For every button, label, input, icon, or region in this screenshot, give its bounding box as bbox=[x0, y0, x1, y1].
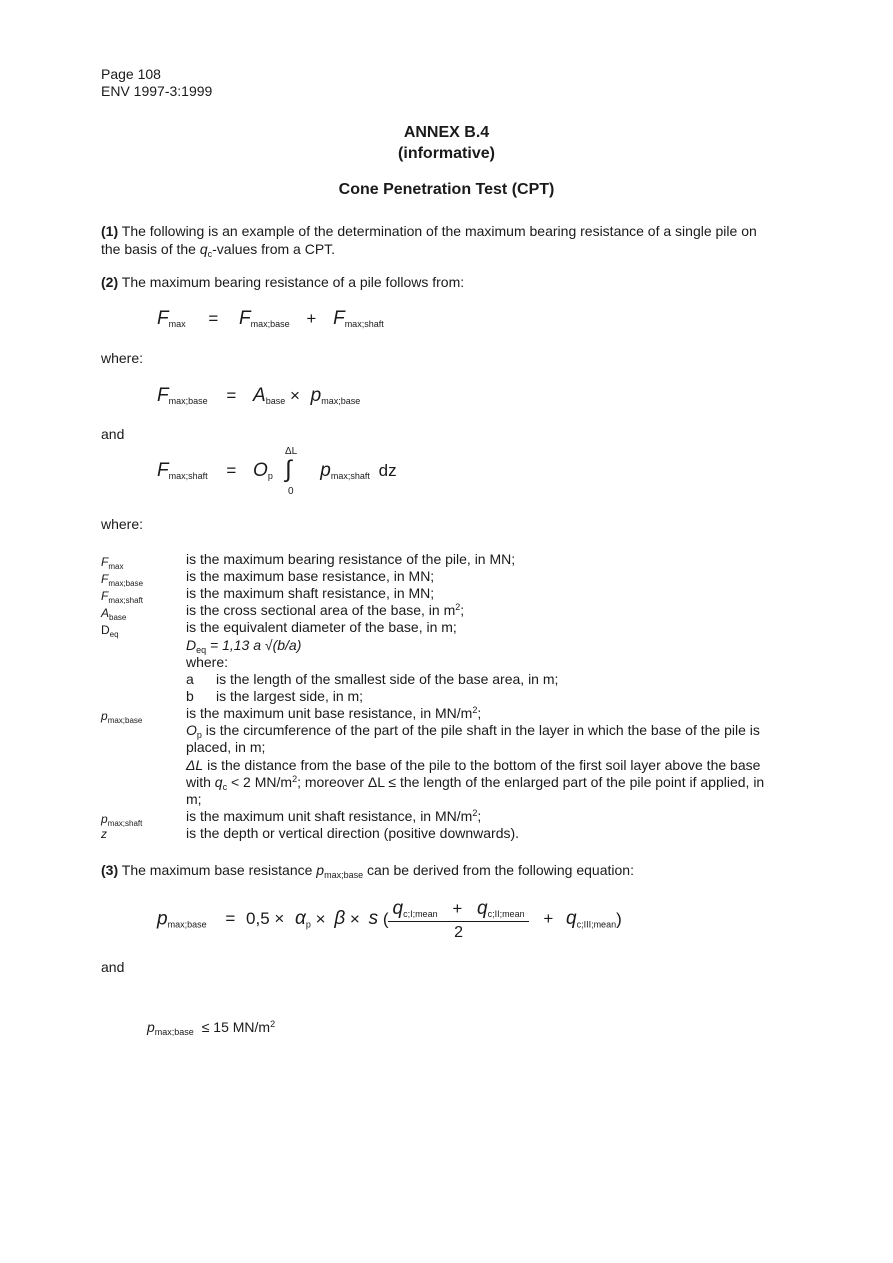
eq-symbol: p bbox=[310, 385, 322, 406]
eq-symbol: s bbox=[368, 908, 379, 930]
para-number: (1) bbox=[101, 223, 119, 239]
eq-symbol: F bbox=[157, 385, 169, 406]
eq-dz: dz bbox=[378, 461, 397, 480]
eq-subscript: c;I;mean bbox=[403, 909, 438, 919]
item-label: a bbox=[186, 671, 194, 687]
para-text: The maximum bearing resistance of a pile follows from: bbox=[121, 274, 465, 290]
para-text: can be derived from the following equation: bbox=[363, 862, 634, 878]
equation-pmax-base bbox=[157, 898, 622, 942]
eq-subscript: c;II;mean bbox=[487, 909, 525, 919]
eq-subscript: max;base bbox=[250, 319, 290, 329]
eq-symbol: p bbox=[320, 460, 331, 481]
eq-symbol: α bbox=[295, 908, 306, 930]
eq-symbol: q bbox=[476, 898, 488, 919]
and-label-1: and bbox=[101, 426, 125, 442]
def-symbol-z: z bbox=[101, 827, 107, 841]
eq-symbol: q bbox=[392, 898, 404, 919]
equation-fmax-base bbox=[157, 385, 360, 407]
eq-subscript: max;base bbox=[154, 1027, 194, 1037]
deq-where: where: bbox=[186, 654, 229, 670]
eq-subscript: max bbox=[168, 319, 186, 329]
eq-subscript: max;base bbox=[168, 396, 208, 406]
eq-subscript: max;shaft bbox=[344, 319, 384, 329]
page-header bbox=[101, 66, 212, 100]
symbol-d: D bbox=[186, 637, 197, 653]
para-text: The following is an example of the determination of the maximum bearing resistance of a single pile on the basis of the bbox=[101, 223, 757, 257]
eq-fraction bbox=[388, 898, 528, 942]
eq-symbol: O bbox=[253, 460, 268, 481]
subscript: max;base bbox=[324, 870, 364, 880]
paragraph-1 bbox=[101, 222, 771, 258]
item-label: b bbox=[186, 688, 194, 704]
page-number: Page 108 bbox=[101, 66, 161, 82]
eq-operator: = bbox=[226, 386, 237, 405]
equation-fmax-shaft bbox=[157, 460, 397, 482]
eq-operator: × bbox=[290, 386, 300, 405]
integral-lower-limit: 0 bbox=[288, 486, 294, 497]
eq-constant: 0,5 × bbox=[246, 909, 285, 929]
eq-operator: + bbox=[452, 899, 463, 918]
para-number: (2) bbox=[101, 274, 119, 290]
eq-subscript: p bbox=[267, 471, 273, 481]
eq-symbol: F bbox=[157, 460, 169, 481]
eq-operator: × bbox=[315, 909, 326, 929]
def-text-pmaxshaft: is the maximum unit shaft resistance, in $MN/m^2$; bbox=[186, 808, 482, 824]
paragraph-3 bbox=[101, 861, 771, 879]
equation-fmax bbox=[157, 308, 384, 330]
para-text: The maximum base resistance bbox=[121, 862, 317, 878]
annex-title-block bbox=[0, 122, 893, 164]
equation-limit bbox=[147, 1019, 275, 1035]
eq-subscript: max;base bbox=[167, 919, 207, 930]
eq-subscript: max;shaft bbox=[330, 471, 370, 481]
def-text: is the maximum base resistance, in MN; bbox=[186, 568, 435, 584]
def-text: is the maximum bearing resistance of the pile, in MN; bbox=[186, 551, 516, 567]
eq-symbol: F bbox=[239, 308, 251, 329]
def-symbol: $A_{base}$ bbox=[101, 606, 127, 622]
standard-code: ENV 1997-3:1999 bbox=[101, 83, 213, 99]
eq-superscript: 2 bbox=[270, 1019, 276, 1029]
where-label-2: where: bbox=[101, 516, 144, 532]
subscript: eq bbox=[196, 645, 207, 655]
annex-title: ANNEX B.4 bbox=[403, 124, 490, 141]
def-symbol: $F_{max;shaft}$ bbox=[101, 589, 144, 605]
eq-symbol: q bbox=[565, 908, 577, 930]
formula-text: = 1,13 a √(b/a) bbox=[206, 637, 302, 653]
where-label-1: where: bbox=[101, 350, 144, 366]
eq-operator: + bbox=[306, 309, 317, 328]
def-text: is the cross sectional area of the base, in $m^2$; bbox=[186, 602, 465, 618]
para-text: -values from a CPT. bbox=[212, 241, 336, 257]
eq-paren: ) bbox=[616, 909, 622, 929]
symbol-q: q bbox=[199, 241, 208, 257]
eq-subscript: c;III;mean bbox=[576, 919, 617, 930]
deq-b-item bbox=[186, 688, 776, 705]
eq-symbol: p bbox=[147, 1019, 155, 1035]
integral-sign: ∫ bbox=[285, 456, 292, 483]
deq-formula bbox=[186, 637, 776, 654]
def-symbol: $D_{eq}$ bbox=[101, 623, 119, 639]
eq-subscript: base bbox=[265, 396, 286, 406]
eq-operator: + bbox=[543, 909, 554, 929]
symbol-p: p bbox=[316, 862, 325, 878]
deq-a-item bbox=[186, 671, 776, 688]
eq-subscript: max;base bbox=[321, 396, 361, 406]
eq-symbol: A bbox=[253, 385, 266, 406]
annex-subtitle: (informative) bbox=[398, 145, 495, 162]
eq-subscript: p bbox=[305, 919, 311, 930]
eq-symbol: p bbox=[157, 908, 168, 930]
def-symbol: $F_{max;base}$ bbox=[101, 572, 144, 588]
eq-operator: × bbox=[349, 909, 360, 929]
item-text: is the largest side, in m; bbox=[216, 688, 364, 704]
eq-relation: ≤ 15 MN/m bbox=[201, 1019, 271, 1035]
def-symbol-pmaxshaft: $p_{max;shaft}$ bbox=[101, 812, 143, 828]
eq-symbol: F bbox=[333, 308, 345, 329]
integral-upper-limit: ΔL bbox=[285, 446, 298, 457]
section-heading: Cone Penetration Test (CPT) bbox=[338, 181, 555, 198]
def-text: is the maximum shaft resistance, in MN; bbox=[186, 585, 435, 601]
eq-operator: = bbox=[225, 909, 236, 929]
def-text-deltal: ΔL is the distance from the base of the pile to the bottom of the first soil layer above the base with $q_c < 2$ $MN/m^2$; moreover ΔL ≤ the length of the enlarged part of the pile point if applied, in m; bbox=[186, 757, 765, 807]
def-symbol-pmaxbase: $p_{max;base}$ bbox=[101, 709, 143, 725]
paragraph-2 bbox=[101, 273, 771, 291]
eq-denominator: 2 bbox=[454, 924, 463, 941]
eq-symbol: β bbox=[334, 908, 346, 930]
def-symbol: $F_{max}$ bbox=[101, 555, 124, 571]
def-text-z: is the depth or vertical direction (positive downwards). bbox=[186, 825, 520, 841]
def-text: is the equivalent diameter of the base, in m; bbox=[186, 619, 457, 635]
eq-paren: ( bbox=[382, 909, 389, 929]
eq-symbol: F bbox=[157, 308, 169, 329]
def-text-op: $O_p$ is the circumference of the part of the pile shaft in the layer in which the base of the pile is placed, in m; bbox=[186, 722, 760, 755]
eq-operator: = bbox=[226, 461, 237, 480]
item-text: is the length of the smallest side of the base area, in m; bbox=[216, 671, 559, 687]
def-text-pmaxbase: is the maximum unit base resistance, in $MN/m^2$; bbox=[186, 705, 482, 721]
subscript: c bbox=[207, 249, 213, 259]
eq-subscript: max;shaft bbox=[168, 471, 208, 481]
and-label-2: and bbox=[101, 959, 125, 975]
para-number: (3) bbox=[101, 862, 119, 878]
eq-operator: = bbox=[208, 309, 219, 328]
